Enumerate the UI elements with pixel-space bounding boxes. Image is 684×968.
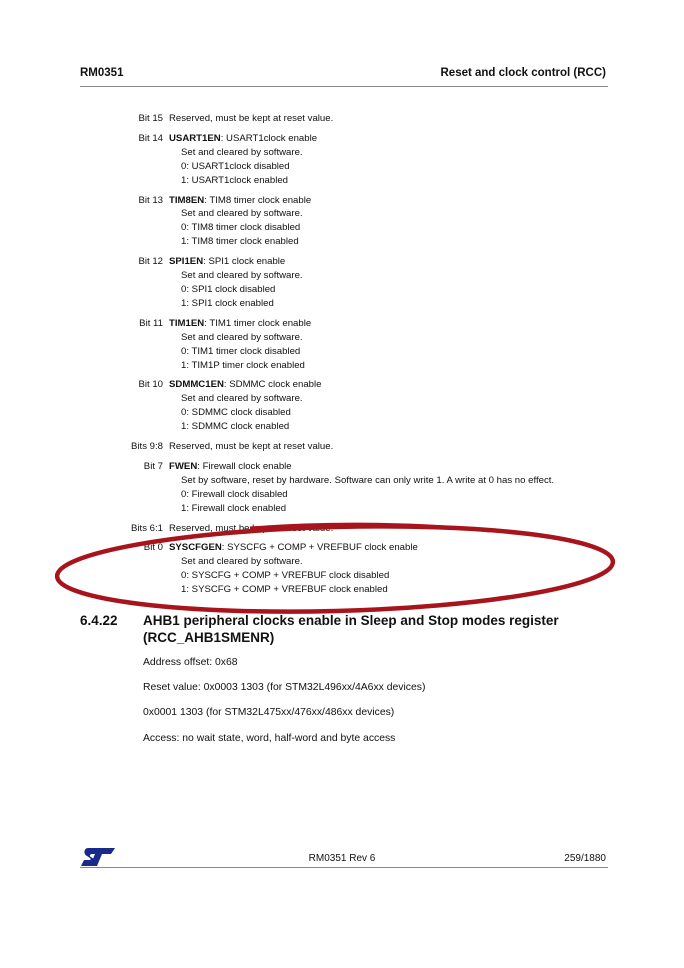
bit-label: Bits 6:1	[131, 522, 163, 534]
bit-field-name: SYSCFGEN	[169, 542, 222, 554]
bit-entry	[0, 541, 684, 597]
bit-body	[169, 317, 684, 373]
bit-entry	[0, 317, 684, 373]
bit-detail-line: 0: Firewall clock disabled	[181, 488, 288, 500]
section-number: 6.4.22	[80, 613, 118, 628]
bit-detail-line: 1: TIM8 timer clock enabled	[181, 236, 299, 248]
bit-title	[169, 255, 684, 269]
bit-body	[169, 522, 684, 536]
bit-body	[169, 112, 684, 126]
bit-label: Bit 0	[143, 542, 163, 554]
bit-body	[169, 440, 684, 454]
bit-title	[169, 460, 684, 474]
bit-field-name: FWEN	[169, 460, 198, 472]
bit-label: Bit 15	[138, 113, 163, 124]
bit-entry	[0, 255, 684, 311]
header-section: Reset and clock control (RCC)	[440, 67, 606, 79]
bit-detail-line: 0: SYSCFG + COMP + VREFBUF clock disabled	[181, 570, 390, 582]
footer-revision: RM0351 Rev 6	[308, 853, 376, 864]
bit-label: Bit 10	[138, 379, 163, 391]
header-rule	[80, 86, 608, 87]
bit-detail-line: 1: SDMMC clock enabled	[181, 421, 290, 433]
bit-field-desc: : SPI1 clock enable	[203, 256, 286, 268]
bit-detail-line: 1: SPI1 clock enabled	[181, 297, 274, 309]
bit-label: Bit 12	[138, 256, 163, 268]
bit-detail-line: 1: SYSCFG + COMP + VREFBUF clock enabled	[181, 584, 388, 596]
address-offset: Address offset: 0x68	[143, 657, 238, 668]
bit-detail-line: 0: TIM1 timer clock disabled	[181, 345, 301, 357]
bit-field-desc: : Firewall clock enable	[197, 460, 292, 472]
bit-detail-line: 1: USART1clock enabled	[181, 174, 289, 186]
header-doc-id: RM0351	[80, 67, 124, 79]
bit-body	[169, 541, 684, 597]
reset-value: Reset value: 0x0003 1303 (for STM32L496xx/4A6xx devices)	[143, 682, 426, 693]
bit-entry	[0, 460, 684, 516]
bit-field-name: SPI1EN	[169, 256, 204, 268]
bit-body	[169, 132, 684, 188]
bit-title	[169, 112, 684, 126]
bit-field-name: USART1EN	[169, 132, 221, 144]
bit-entry	[0, 440, 684, 454]
bit-detail-line: 0: SPI1 clock disabled	[181, 283, 276, 295]
reset-value-alt: 0x0001 1303 (for STM32L475xx/476xx/486xx devices)	[143, 707, 395, 718]
access-info: Access: no wait state, word, half-word and byte access	[143, 733, 396, 744]
bit-title	[169, 541, 684, 555]
bit-detail-line: Set by software, reset by hardware. Software can only write 1. A write at 0 has no effect.	[181, 474, 555, 486]
bit-field-desc: : SYSCFG + COMP + VREFBUF clock enable	[221, 542, 418, 554]
bit-detail-line: Set and cleared by software.	[181, 270, 303, 282]
bit-field-name: SDMMC1EN	[169, 379, 224, 391]
bit-detail-line: Set and cleared by software.	[181, 556, 303, 568]
bit-label: Bits 9:8	[131, 441, 163, 453]
bit-title	[169, 522, 684, 536]
footer-page-number: 259/1880	[564, 853, 606, 864]
bit-field-desc: Reserved, must be kept at reset value.	[169, 113, 334, 124]
bit-detail-line: 1: Firewall clock enabled	[181, 502, 287, 514]
bit-detail-line: 0: SDMMC clock disabled	[181, 407, 291, 419]
bit-field-name: TIM8EN	[169, 194, 205, 206]
bit-detail-line: Set and cleared by software.	[181, 146, 303, 158]
footer-rule	[80, 867, 608, 868]
bit-body	[169, 194, 684, 250]
bit-label: Bit 7	[143, 460, 163, 472]
bit-field-desc: : SDMMC clock enable	[223, 379, 322, 391]
bit-entry	[0, 522, 684, 536]
bit-title	[169, 317, 684, 331]
bit-field-desc: Reserved, must be kept at reset value.	[169, 441, 334, 453]
bit-field-desc: : TIM1 timer clock enable	[204, 317, 312, 329]
bit-detail-line: 1: TIM1P timer clock enabled	[181, 359, 305, 371]
bit-field-desc: : USART1clock enable	[220, 132, 318, 144]
bit-entry	[0, 378, 684, 434]
bit-detail-line: Set and cleared by software.	[181, 331, 303, 343]
bit-descriptions	[0, 112, 684, 603]
bit-entry	[0, 112, 684, 126]
bit-detail-line: 0: TIM8 timer clock disabled	[181, 222, 301, 234]
bit-detail-line: 0: USART1clock disabled	[181, 160, 290, 172]
bit-title	[169, 194, 684, 208]
bit-entry	[0, 132, 684, 188]
bit-detail-line: Set and cleared by software.	[181, 208, 303, 220]
bit-field-name: TIM1EN	[169, 317, 205, 329]
bit-field-desc: : TIM8 timer clock enable	[204, 194, 312, 206]
bit-body	[169, 460, 684, 516]
bit-body	[169, 255, 684, 311]
bit-body	[169, 378, 684, 434]
bit-title	[169, 440, 684, 454]
section-title: AHB1 peripheral clocks enable in Sleep and Stop modes register (RCC_AHB1SMENR)	[143, 613, 559, 645]
bit-field-desc: Reserved, must be kept at reset value.	[169, 522, 334, 534]
bit-title	[169, 132, 684, 146]
bit-title	[169, 378, 684, 392]
bit-label: Bit 14	[138, 132, 163, 144]
bit-detail-line: Set and cleared by software.	[181, 393, 303, 405]
bit-label: Bit 13	[138, 194, 163, 206]
bit-label: Bit 11	[139, 317, 163, 329]
bit-entry	[0, 194, 684, 250]
